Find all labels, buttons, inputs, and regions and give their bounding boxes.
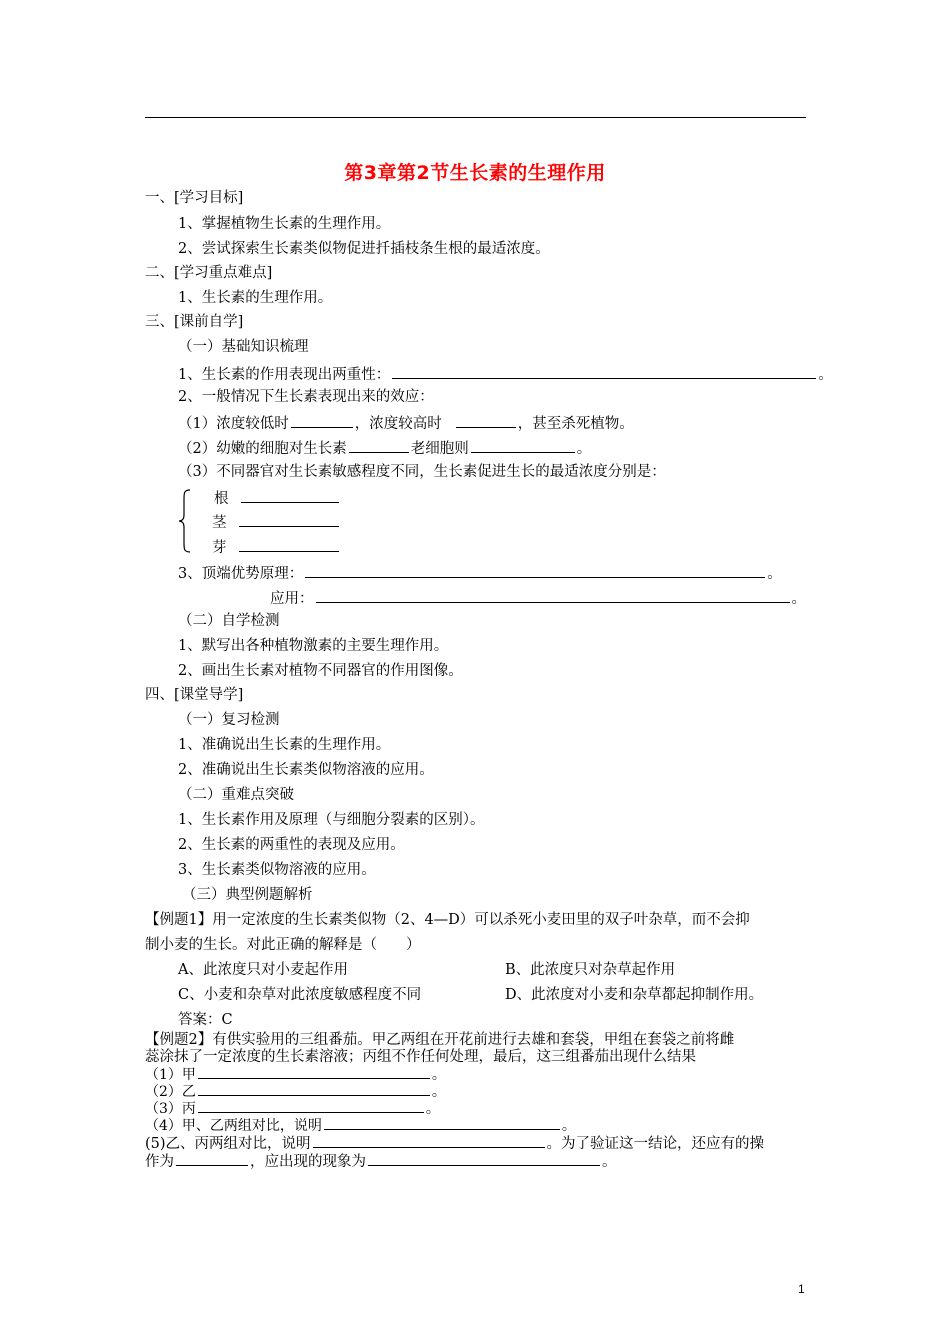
section-3-heading: 三、[课前自学]	[145, 314, 244, 330]
example-2-part-5	[145, 1133, 764, 1153]
subsection-key-points: （二）重难点突破	[178, 787, 294, 803]
objective-2: 2、尝试探索生长素类似物促进扦插枝条生根的最适浓度。	[178, 241, 550, 257]
organ-bud	[212, 537, 341, 557]
part-1-end: 。	[431, 1067, 446, 1083]
organ-root-label: 根	[214, 491, 229, 507]
answer-blank[interactable]	[198, 1066, 430, 1079]
page-number: 1	[798, 1282, 805, 1296]
part-2-label: （2）乙	[145, 1084, 196, 1100]
example-1-line-2: 制小麦的生长。对此正确的解释是（ ）	[145, 937, 421, 953]
organ-stem	[212, 512, 341, 532]
question-1-text: 1、生长素的作用表现出两重性：	[178, 367, 391, 383]
part-6-end: 。	[602, 1154, 617, 1170]
organ-root	[214, 488, 341, 508]
part-6-middle: ，应出现的现象为	[250, 1154, 366, 1170]
review-2: 2、准确说出生长素类似物溶液的应用。	[178, 762, 434, 778]
answer-blank[interactable]	[456, 413, 516, 428]
key-point-2: 2、生长素的两重性的表现及应用。	[178, 837, 405, 853]
question-3b	[270, 588, 806, 608]
subsection-basic-knowledge: （一）基础知识梳理	[178, 339, 309, 355]
question-2-2-c: 。	[576, 441, 592, 457]
answer-blank[interactable]	[471, 438, 575, 453]
example-2-part-3	[145, 1100, 440, 1118]
part-3-label: （3）丙	[145, 1101, 196, 1117]
question-2-1-b: ，浓度较高时	[354, 416, 442, 432]
section-2-heading: 二、[学习重点难点]	[145, 265, 273, 281]
answer-blank[interactable]	[368, 1151, 600, 1166]
question-2-3: （3）不同器官对生长素敏感程度不同，生长素促进生长的最适浓度分别是：	[178, 464, 666, 480]
option-d: D、此浓度对小麦和杂草都起抑制作用。	[505, 987, 764, 1003]
part-4-label: （4）甲、乙两组对比，说明	[145, 1118, 322, 1134]
part-4-end: 。	[561, 1118, 576, 1134]
question-2-2	[178, 438, 591, 458]
question-2: 2、一般情况下生长素表现出来的效应：	[178, 389, 434, 405]
answer-blank[interactable]	[239, 512, 339, 527]
subsection-self-check: （二）自学检测	[178, 613, 280, 629]
part-3-end: 。	[425, 1101, 440, 1117]
option-c: C、小麦和杂草对此浓度敏感程度不同	[178, 987, 422, 1003]
review-1: 1、准确说出生长素的生理作用。	[178, 737, 391, 753]
answer-blank[interactable]	[392, 364, 816, 379]
question-2-1-a: （1）浓度较低时	[178, 416, 289, 432]
part-5-label: (5)乙、丙两组对比，说明	[145, 1136, 311, 1152]
organ-bud-label: 芽	[212, 540, 227, 556]
example-2-line-2: 蕊涂抹了一定浓度的生长素溶液；丙组不作任何处理，最后，这三组番茄出现什么结果	[145, 1049, 696, 1065]
question-2-1	[178, 413, 634, 433]
question-2-2-a: （2）幼嫩的细胞对生长素	[178, 441, 347, 457]
section-4-heading: 四、[课堂导学]	[145, 687, 244, 703]
example-2-part-2	[145, 1083, 446, 1101]
answer-blank[interactable]	[241, 488, 339, 503]
subsection-review: （一）复习检测	[178, 712, 280, 728]
objective-1: 1、掌握植物生长素的生理作用。	[178, 216, 391, 232]
answer-blank[interactable]	[313, 1133, 545, 1148]
header-rule	[145, 117, 806, 118]
self-check-1: 1、默写出各种植物激素的主要生理作用。	[178, 638, 449, 654]
answer-blank[interactable]	[349, 438, 409, 453]
keypoint-1: 1、生长素的生理作用。	[178, 290, 333, 306]
question-3a-text: 3、顶端优势原理：	[178, 566, 304, 582]
question-1	[178, 364, 833, 384]
example-2-part-6	[145, 1151, 617, 1171]
organ-stem-label: 茎	[212, 515, 227, 531]
question-3b-text: 应用：	[270, 591, 314, 607]
answer-blank[interactable]	[316, 588, 790, 603]
page-title: 第3章第2节生长素的生理作用	[344, 162, 606, 184]
part-5-continuation: 。为了验证这一结论，还应有的操	[546, 1136, 765, 1152]
option-a: A、此浓度只对小麦起作用	[178, 962, 348, 978]
key-point-1: 1、生长素作用及原理（与细胞分裂素的区别）。	[178, 812, 485, 828]
example-2-part-1	[145, 1066, 446, 1084]
answer-blank[interactable]	[239, 537, 339, 552]
question-2-2-b: 老细胞则	[410, 441, 469, 457]
answer-blank[interactable]	[176, 1151, 248, 1166]
example-1-line-1: 【例题1】用一定浓度的生长素类似物（2、4—D）可以杀死小麦田里的双子叶杂草，而不会抑	[145, 912, 750, 928]
question-3a	[178, 563, 782, 583]
question-3a-end: 。	[767, 566, 782, 582]
question-1-end: 。	[818, 367, 833, 383]
answer-blank[interactable]	[291, 413, 353, 428]
example-1-answer: 答案：C	[178, 1012, 233, 1028]
answer-blank[interactable]	[305, 563, 765, 578]
section-1-heading: 一、[学习目标]	[145, 190, 244, 206]
part-1-label: （1）甲	[145, 1067, 196, 1083]
answer-blank[interactable]	[198, 1083, 430, 1096]
answer-blank[interactable]	[198, 1100, 424, 1113]
self-check-2: 2、画出生长素对植物不同器官的作用图像。	[178, 663, 463, 679]
subsection-examples: （三）典型例题解析	[182, 887, 313, 903]
answer-blank[interactable]	[324, 1117, 560, 1130]
question-2-1-c: ，甚至杀死植物。	[517, 416, 634, 432]
part-6-label: 作为	[145, 1154, 174, 1170]
key-point-3: 3、生长素类似物溶液的应用。	[178, 862, 376, 878]
option-b: B、此浓度只对杂草起作用	[505, 962, 676, 978]
question-3b-end: 。	[791, 591, 806, 607]
example-2-line-1: 【例题2】有供实验用的三组番茄。甲乙两组在开花前进行去雄和套袋，甲组在套袋之前将雌	[145, 1032, 735, 1048]
curly-brace-icon	[178, 489, 192, 553]
part-2-end: 。	[431, 1084, 446, 1100]
